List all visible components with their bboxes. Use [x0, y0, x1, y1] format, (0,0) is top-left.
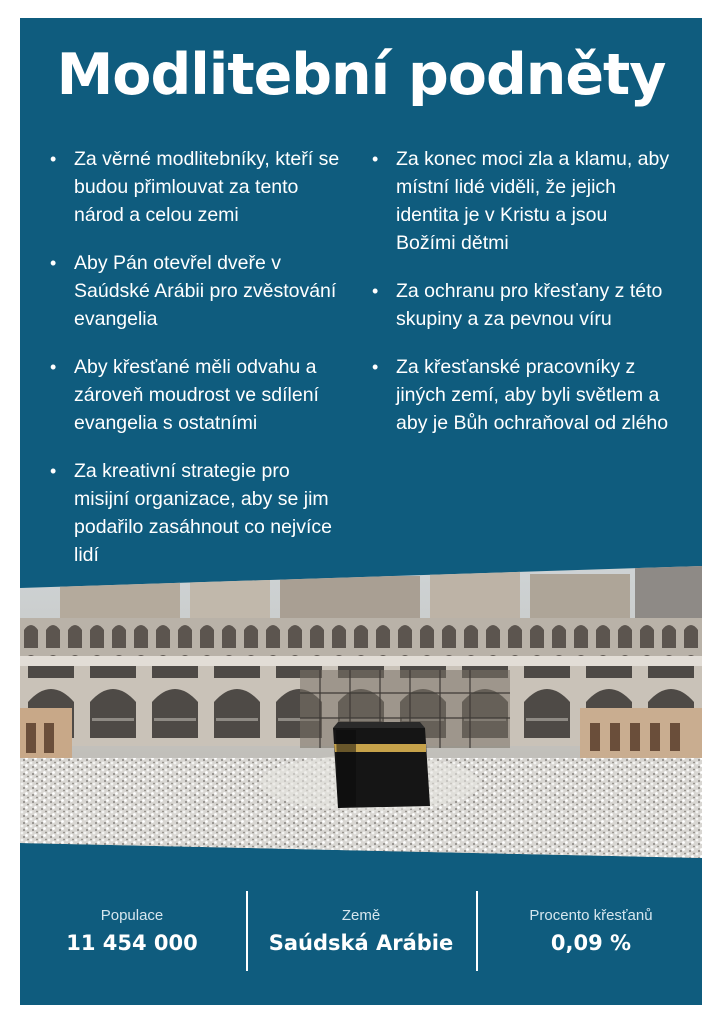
prayer-list-left — [50, 145, 350, 589]
kaaba-photo — [20, 558, 702, 868]
prayer-page — [20, 18, 702, 1005]
prayer-item: • Za konec moci zla a klamu, aby místní lidé viděli, že jejich identita je v Kristu a jsou Božími dětmi — [372, 145, 672, 257]
population-value: 11 454 000 — [66, 931, 198, 955]
country-value: Saúdská Arábie — [268, 931, 454, 955]
prayer-list-right — [372, 145, 672, 457]
christians-value: 0,09 % — [550, 931, 632, 955]
prayer-item: • Aby křesťané měli odvahu a zároveň moudrost ve sdílení evangelia s ostatními — [50, 353, 350, 437]
population-label: Populace — [100, 907, 164, 924]
country-label: Země — [341, 907, 381, 924]
stats-bar — [20, 888, 702, 973]
prayer-item: • Za ochranu pro křesťany z této skupiny a za pevnou víru — [372, 277, 672, 333]
christians-label: Procento křesťanů — [529, 907, 653, 924]
prayer-item: • Za věrné modlitebníky, kteří se budou přimlouvat za tento národ a celou zemi — [50, 145, 350, 229]
stats-divider — [246, 891, 248, 971]
prayer-item: • Za kreativní strategie pro misijní organizace, aby se jim podařilo zasáhnout co nejvíce lidí — [50, 457, 350, 569]
stats-divider — [476, 891, 478, 971]
stat-population — [20, 906, 244, 958]
page-title: Modlitební podněty — [56, 42, 666, 108]
stat-country — [249, 906, 473, 958]
stat-christians — [479, 906, 702, 958]
prayer-item: • Aby Pán otevřel dveře v Saúdské Arábii pro zvěstování evangelia — [50, 249, 350, 333]
prayer-item: • Za křesťanské pracovníky z jiných zemí, aby byli světlem a aby je Bůh ochraňoval od zlého — [372, 353, 672, 437]
